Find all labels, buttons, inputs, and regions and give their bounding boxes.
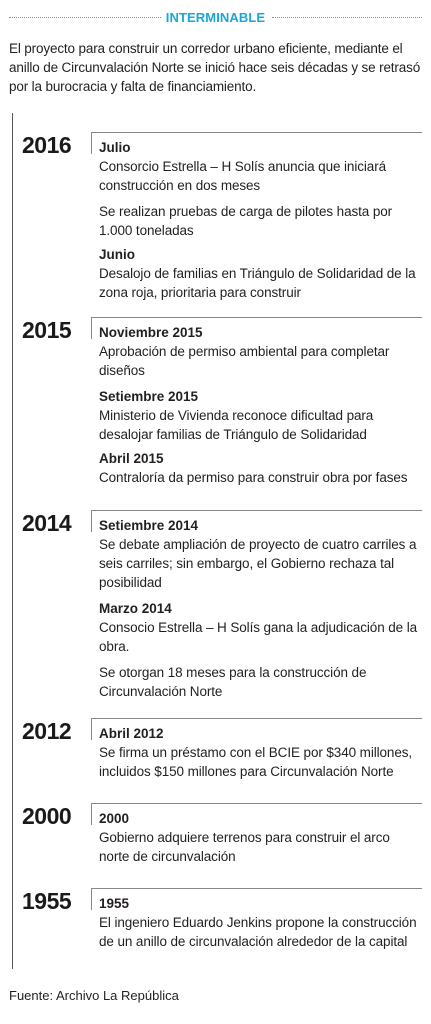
event-title: Marzo 2014 bbox=[99, 601, 172, 616]
year-separator bbox=[91, 803, 92, 825]
event-title: Setiembre 2014 bbox=[99, 518, 199, 533]
year-events bbox=[99, 323, 421, 487]
year-separator bbox=[91, 510, 92, 532]
header-dotted-rule-right bbox=[272, 17, 422, 18]
year-divider bbox=[91, 317, 422, 318]
year-label: 2012 bbox=[22, 718, 72, 744]
event-text: Se debate ampliación de proyecto de cuatro carriles a seis carriles; sin embargo, el Gobierno rechaza tal posibilidad bbox=[99, 537, 417, 590]
event-text: Se otorgan 18 meses para la construcción de Circunvalación Norte bbox=[99, 665, 367, 699]
event-text: Contraloría da permiso para construir obra por fases bbox=[99, 470, 408, 485]
year-events bbox=[99, 809, 421, 866]
event-text: Desalojo de familias en Triángulo de Solidaridad de la zona roja, prioritaria para construir bbox=[99, 266, 416, 300]
year-events bbox=[99, 894, 421, 951]
year-events bbox=[99, 138, 421, 302]
year-events bbox=[99, 516, 421, 701]
year-divider bbox=[91, 510, 422, 511]
section-header bbox=[9, 8, 422, 28]
year-divider bbox=[91, 718, 422, 719]
year-separator bbox=[91, 718, 92, 740]
year-separator bbox=[91, 132, 92, 154]
year-events bbox=[99, 724, 421, 781]
event-title: 1955 bbox=[99, 896, 130, 911]
year-separator bbox=[91, 888, 92, 910]
timeline bbox=[0, 113, 431, 975]
timeline-axis bbox=[12, 113, 13, 969]
section-kicker: INTERMINABLE bbox=[165, 10, 266, 25]
event-text: Consocio Estrella – H Solís gana la adjudicación de la obra. bbox=[99, 620, 418, 654]
event-title: Junio bbox=[99, 247, 135, 262]
event-text: Se realizan pruebas de carga de pilotes hasta por 1.000 toneladas bbox=[99, 204, 393, 238]
year-label: 1955 bbox=[22, 888, 72, 914]
event-title: Noviembre 2015 bbox=[99, 325, 203, 340]
source-credit: Fuente: Archivo La República bbox=[9, 988, 179, 1003]
year-divider bbox=[91, 888, 422, 889]
event-text: Ministerio de Vivienda reconoce dificultad para desalojar familias de Triángulo de Solidaridad bbox=[99, 408, 374, 442]
event-title: Abril 2012 bbox=[99, 726, 164, 741]
year-separator bbox=[91, 317, 92, 339]
year-divider bbox=[91, 132, 422, 133]
event-text: El ingeniero Eduardo Jenkins propone la construcción de un anillo de circunvalación alrededor de la capital bbox=[99, 915, 417, 949]
year-label: 2014 bbox=[22, 510, 72, 536]
intro-paragraph: El proyecto para construir un corredor urbano eficiente, mediante el anillo de Circunvalación Norte se inició hace seis décadas y se retrasó por la burocracia y falta de financiamiento. bbox=[9, 41, 421, 94]
year-label: 2000 bbox=[22, 803, 72, 829]
event-text: Consorcio Estrella – H Solís anuncia que iniciará construcción en dos meses bbox=[99, 159, 386, 193]
event-title: 2000 bbox=[99, 811, 130, 826]
year-divider bbox=[91, 803, 422, 804]
event-title: Julio bbox=[99, 140, 131, 155]
event-text: Aprobación de permiso ambiental para completar diseños bbox=[99, 344, 390, 378]
event-text: Gobierno adquiere terrenos para construir el arco norte de circunvalación bbox=[99, 830, 390, 864]
year-label: 2016 bbox=[22, 132, 72, 158]
year-label: 2015 bbox=[22, 317, 72, 343]
event-title: Abril 2015 bbox=[99, 451, 164, 466]
event-text: Se firma un préstamo con el BCIE por $340 millones, incluidos $150 millones para Circunvalación Norte bbox=[99, 745, 413, 779]
event-title: Setiembre 2015 bbox=[99, 389, 199, 404]
